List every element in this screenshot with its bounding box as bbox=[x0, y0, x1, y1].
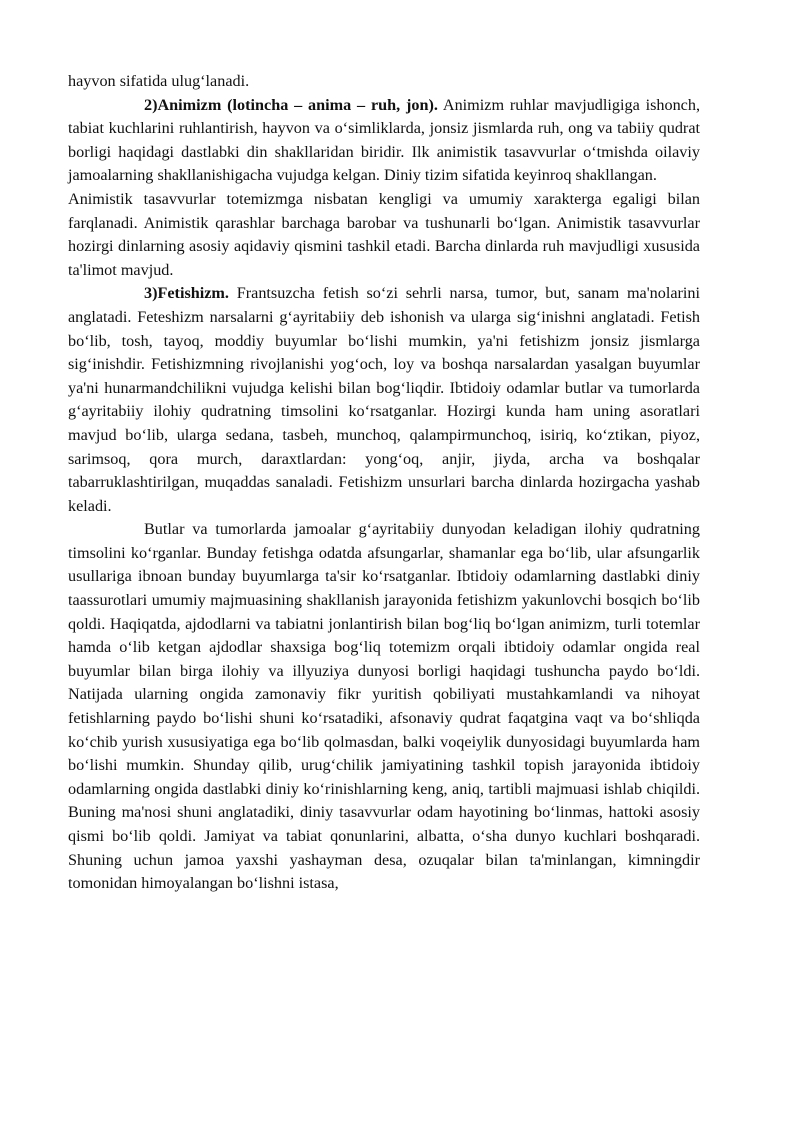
paragraph-text: Frantsuzcha fetish so‘zi sehrli narsa, tumor, but, sanam ma'nolarini anglatadi. Feteshizm narsalarni g‘ayritabiiy deb ishonish va ularga sig‘inishni anglatadi. Fetish bo‘lib, tosh, tayoq, moddiy buyumlar bo‘lishi mumkin, ya'ni fetishizm jonsiz jismlarga sig‘inishdir. Fetishizmning rivojlanishi yog‘och, loy va boshqa narsalardan yasalgan buyumlar ya'ni hunarmandchilikni vujudga kelishi bilan bog‘liqdir. Ibtidoiy odamlar butlar va tumorlarda g‘ayritabiiy ilohiy qudratning timsolini ko‘rsatganlar. Hozirgi kunda ham uning asoratlari mavjud bo‘lib, ularga sedana, tasbeh, munchoq, qalampirmunchoq, isiriq, ko‘ztikan, piyoz, sarimsoq, qora murch, daraxtlardan: yong‘oq, anjir, jiyda, archa va boshqalar tabarruklashtirilgan, muqaddas sanaladi. Fetishizm unsurlari barcha dinlarda hozirgacha yashab keladi. bbox=[68, 284, 700, 515]
document-page bbox=[68, 70, 700, 896]
paragraph-butlar bbox=[68, 518, 700, 896]
paragraph-text: hayvon sifatida ulug‘lanadi. bbox=[68, 72, 250, 90]
section-heading-animizm: 2)Animizm (lotincha – anima – ruh, jon). bbox=[144, 95, 438, 114]
paragraph-continuation bbox=[68, 70, 700, 94]
paragraph-animistik bbox=[68, 188, 700, 282]
paragraph-text: Animistik tasavvurlar totemizmga nisbatan kengligi va umumiy xarakterga egaligi bilan farqlanadi. Animistik qarashlar barchaga barobar va tushunarli bo‘lgan. Animistik tasavvurlar hozirgi dinlarning asosiy aqidaviy qismini tashkil etadi. Barcha dinlarda ruh mavjudligi xususida ta'limot mavjud. bbox=[68, 189, 700, 279]
paragraph-animizm bbox=[68, 94, 700, 188]
paragraph-text: Butlar va tumorlarda jamoalar g‘ayritabiiy dunyodan keladigan ilohiy qudratning timsolini ko‘rganlar. Bunday fetishga odatda afsungarlar, shamanlar ega bo‘lib, ular afsungarlik usullariga ibnoan bunday buyumlarga ta'sir ko‘rsatganlar. Ibtidoiy odamlarning dastlabki diniy taassurotlari umumiy majmuasining shakllanish jarayonida fetishizm yakunlovchi bosqich bo‘lib qoldi. Haqiqatda, ajdodlarni va tabiatni jonlantirish bilan bog‘liq bo‘lgan animizm, turli totemlar hamda o‘lib ketgan ajdodlar shaxsiga bog‘liq totemizm orqali ibtidoiy odamlar ongida real buyumlar bilan birga ilohiy va illyuziya dunyosi borligi haqidagi tushuncha paydo bo‘ldi. Natijada ularning ongida zamonaviy fikr yuritish qobiliyati mustahkamlandi va nihoyat fetishlarning paydo bo‘lishi shuni ko‘rsatadiki, afsonaviy qudrat faqatgina vaqt va bo‘shliqda ko‘chib yurish xususiyatiga ega bo‘lib qolmasdan, balki voqeiylik dunyosidagi buyumlarda ham bo‘lishi mumkin. Shunday qilib, urug‘chilik jamiyatining tashkil topish jarayonida ibtidoiy odamlarning ongida dastlabki diniy ko‘rinishlarning keng, aniq, tartibli majmuasi ishlab chiqildi. Buning ma'nosi shuni anglatadiki, diniy tasavvurlar odam hayotining bo‘linmas, hattoki asosiy qismi bo‘lib qoldi. Jamiyat va tabiat qonunlarini, albatta, o‘sha dunyo kuchlari boshqaradi. Shuning uchun jamoa yaxshi yashayman desa, ozuqalar bilan ta'minlangan, kimningdir tomonidan himoyalangan bo‘lishni istasa, bbox=[68, 520, 700, 893]
section-heading-fetishizm: 3)Fetishizm. bbox=[144, 284, 229, 303]
paragraph-fetishizm bbox=[68, 282, 700, 518]
paragraph-text: Animizm ruhlar mavjudligiga ishonch, tabiat kuchlarini ruhlantirish, hayvon va o‘simliklarda, jonsiz jismlarda ruh, ong va tabiiy qudrat borligi haqidagi dastlabki din shakllaridan biridir. Ilk animistik tasavvurlar o‘tmishda oilaviy jamoalarning shakllanishigacha vujudga kelgan. Diniy tizim sifatida keyinroq shakllangan. bbox=[68, 95, 701, 185]
